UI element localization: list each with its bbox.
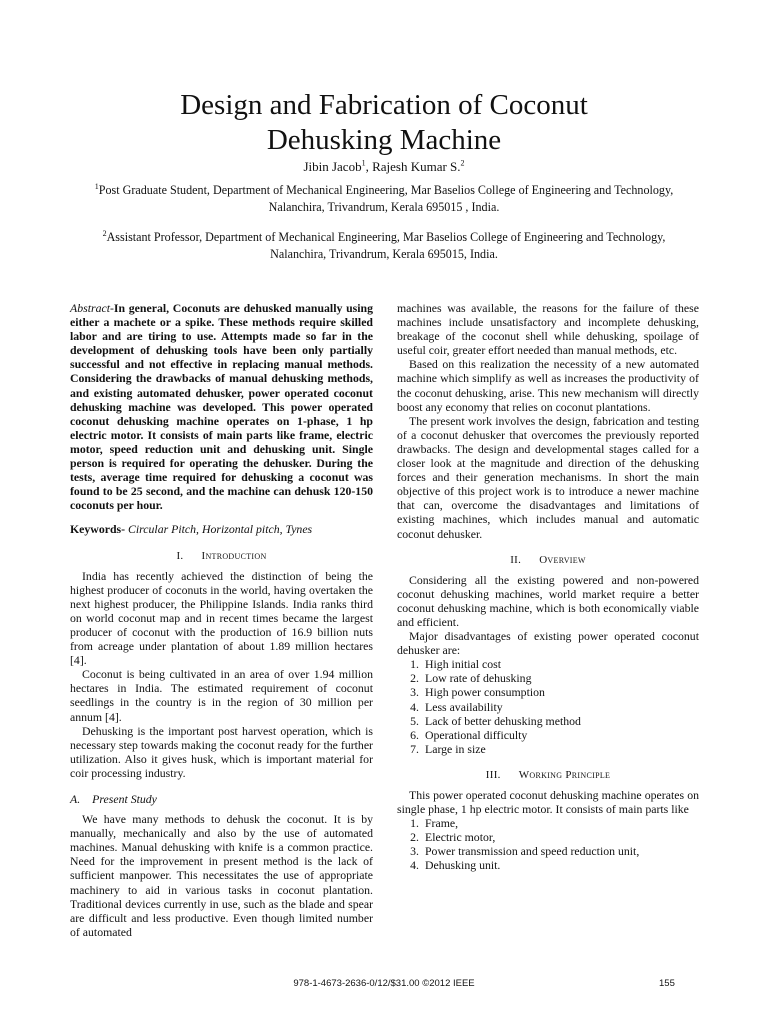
list-item [397,685,699,699]
author-affiliation-mark: 2 [460,158,465,168]
list-number: 5. [410,713,419,728]
list-number: 2. [410,830,419,845]
list-item [397,742,699,756]
paragraph: machines was available, the reasons for the failure of these machines include unsatisfactory and incomplete dehusking, breakage of the coconut shell while dehusking, spoilage of useful coir, greater effort needed than manual methods, etc. [397,301,699,358]
list-text: Low rate of dehusking [425,671,532,686]
disadvantages-list [397,657,699,756]
paragraph: Considering all the existing powered and non-powered coconut dehusking machines, world market require a better coconut dehusking machine, which is both economically viable and efficient. [397,572,699,629]
paragraph: The present work involves the design, fabrication and testing of a coconut dehusker that overcomes the previously reported drawbacks. The design and developmental stages called for a closer look at the magnitude and direction of the dehusking forces and their generation mechanisms. In short the main objective of this project work is to introduce a newer machine that can, overcome the disadvantages and limitations of existing machines, which includes manual and automatic coconut dehusker. [397,413,699,541]
list-item [397,657,699,671]
affiliation-mark: 2 [102,228,107,238]
list-text: Operational difficulty [425,727,528,742]
title-line-2: Dehusking Machine [266,124,502,156]
list-item [397,844,699,858]
list-item [397,816,699,830]
section-title: Introduction [201,549,267,562]
affiliation-line: Nalanchira, Trivandrum, Kerala 695015 , India. [268,200,500,214]
author-separator: , [365,159,373,174]
section-number: III. [485,768,501,781]
main-parts-list [397,816,699,872]
list-number: 1. [410,657,419,672]
section-title: Overview [539,553,586,566]
keywords [70,522,373,536]
paragraph: We have many methods to dehusk the coconut. It is by manually, mechanically and also by the use of automated machines. Manual dehusking with knife is a common practice. Need for the improvement in present method is the lack of sufficient manpower. This necessitates the use of appropriate machinery to aid in various tasks in coconut plantation. Traditional devices currently in use, such as the blade and spear are difficult and less productive. Even though limited number of automated [70,812,373,939]
paragraph: Based on this realization the necessity of a new automated machine which simplify as well as increases the productivity of the coconut dehusking, arise. This new mechanism will directly boost any economy that relies on coconut plantations. [397,357,699,414]
affiliation-line: Assistant Professor, Department of Mechanical Engineering, Mar Baselios College of Engineering and Technology, [106,230,666,244]
keywords-text: Circular Pitch, Horizontal pitch, Tynes [125,522,313,537]
keywords-label: Keywords- [70,522,126,537]
affiliation-2 [40,229,728,263]
list-item [397,858,699,872]
list-text: Power transmission and speed reduction unit, [425,844,640,859]
list-number: 4. [410,699,419,714]
list-number: 3. [410,685,419,700]
abstract-text: In general, Coconuts are dehusked manually using either a machete or a spike. These methods require skilled labor and are tiring to use. Attempts made so far in the development of dehusking tools have been only partially successful and not effective in replacing manual methods. Considering the drawbacks of manual dehusking methods, and existing automated dehusker, power operated coconut dehusking machine was developed. This power operated coconut dehusking machine operates on 1-phase, 1 hp electric motor. It consists of main parts like frame, electric motor, speed reduction unit and dehusking unit. Single person is required for operating the dehusker. During the tests, average time required for dehusking a coconut was found to be 25 second, and the machine can dehusk 120-150 coconuts per hour. [70,301,373,513]
list-item [397,714,699,728]
list-number: 3. [410,844,419,859]
list-number: 1. [410,816,419,831]
affiliation-line: Nalanchira, Trivandrum, Kerala 695015, India. [270,247,498,261]
abstract-label: Abstract- [70,301,114,315]
section-title: Working Principle [518,768,611,781]
left-column [70,301,373,939]
affiliation-line: Post Graduate Student, Department of Mechanical Engineering, Mar Baselios College of Engineering and Technology, [98,183,674,197]
affiliation-mark: 1 [94,181,99,191]
subsection-letter: A. [70,792,81,806]
list-number: 4. [410,858,419,873]
author-name: Rajesh Kumar S. [372,159,461,174]
list-text: Less availability [425,699,503,714]
list-item [397,830,699,844]
list-text: Dehusking unit. [425,858,501,873]
list-text: Frame, [425,816,459,831]
list-text: High power consumption [425,685,545,700]
author-name: Jibin Jacob [303,159,362,174]
list-item [397,700,699,714]
paragraph: Coconut is being cultivated in an area of over 1.94 million hectares in India. The estimated requirement of coconut seedlings in the country is in the region of 30 million per annum [4]. [70,667,373,724]
paragraph: This power operated coconut dehusking machine operates on single phase, 1 hp electric motor. It consists of main parts like [397,788,699,817]
list-text: Electric motor, [425,830,496,845]
author-affiliation-mark: 1 [361,158,366,168]
list-number: 2. [410,671,419,686]
section-number: II. [510,553,522,566]
section-heading-introduction [70,549,373,563]
list-item [397,728,699,742]
subsection-heading-present-study [70,792,373,806]
section-number: I. [176,549,184,562]
copyright-footer: 978-1-4673-2636-0/12/$31.00 ©2012 IEEE [293,978,475,989]
list-text: Large in size [425,741,486,756]
paragraph: India has recently achieved the distinction of being the highest producer of coconuts in the world, having overtaken the next highest producer, the Philippine Islands. India ranks third on world coconut map and in recent times became the largest producer of coconut with the production of 16.9 billion nuts from acreage under plantation of about 1.89 million hectares [4]. [70,568,373,668]
list-item [397,671,699,685]
list-text: Lack of better dehusking method [425,713,581,728]
list-number: 6. [410,727,419,742]
title-line-1: Design and Fabrication of Coconut [180,89,588,121]
section-heading-working-principle [397,768,699,782]
author-list [0,159,768,175]
paragraph: Dehusking is the important post harvest operation, which is necessary step towards making the coconut ready for the further utilization. Also it gives husk, which is important material for coir processing industry. [70,723,373,780]
list-number: 7. [410,741,419,756]
paragraph: Major disadvantages of existing power operated coconut dehusker are: [397,629,699,658]
page-number: 155 [659,978,675,989]
list-text: High initial cost [425,657,502,672]
abstract [70,301,373,512]
affiliation-1 [40,182,728,216]
subsection-title: Present Study [92,792,157,806]
section-heading-overview [397,553,699,567]
paper-title [0,88,768,158]
right-column [397,301,699,873]
